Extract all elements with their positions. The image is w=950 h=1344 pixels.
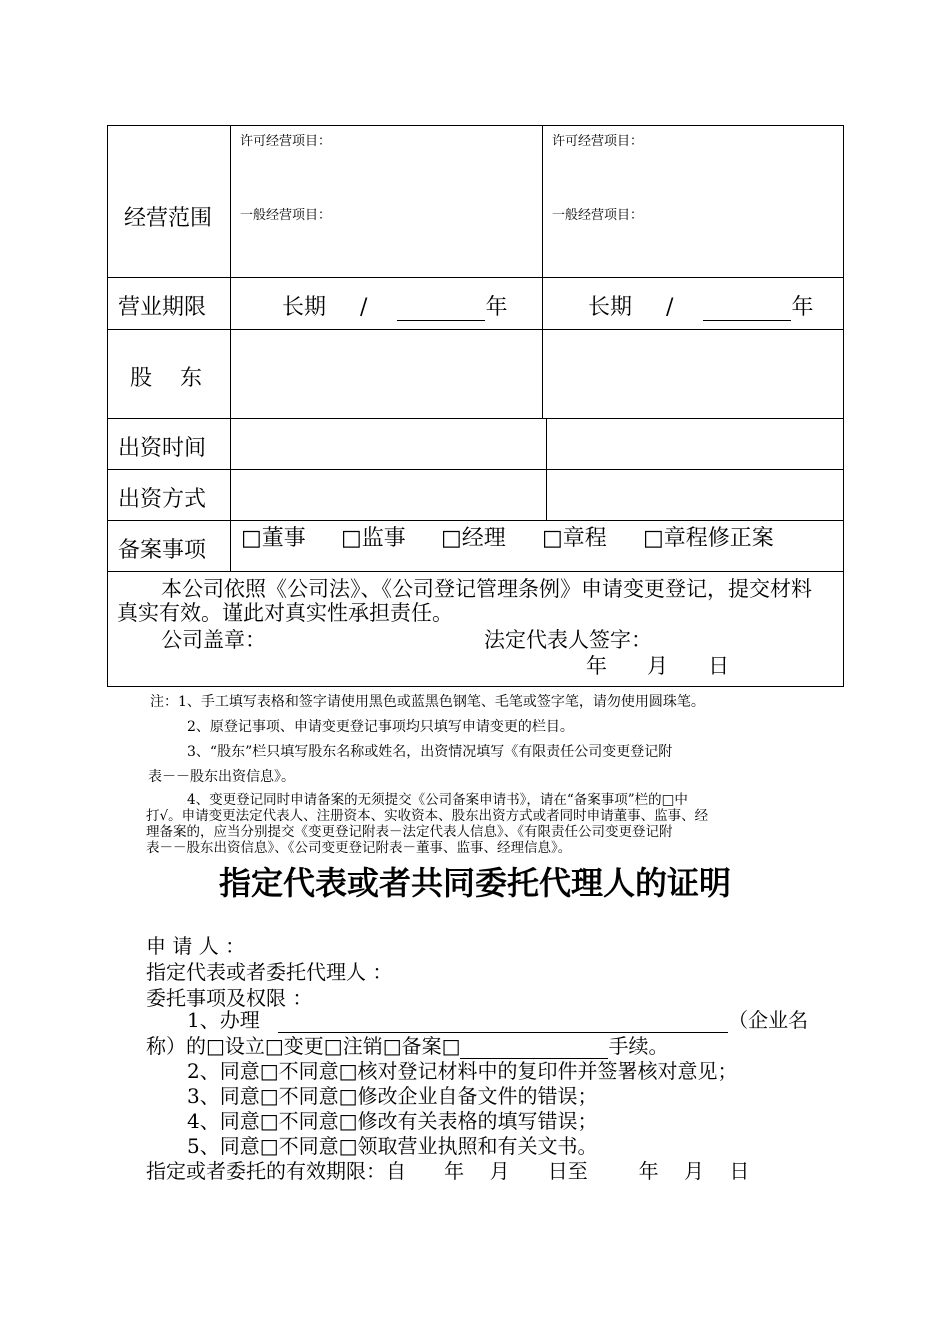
note-4-line-4: 表－－股东出资信息》、《公司变更登记附表－董事、监事、经理信息》。	[146, 840, 572, 856]
legal-rep-sign-label: 法定代表人签字：	[484, 628, 652, 652]
matters-label: 委托事项及权限 ：	[146, 986, 313, 1010]
item-1-suffix: （企业名	[728, 1008, 809, 1032]
applicant-label: 申 请 人 ：	[146, 934, 246, 958]
shareholder-label: 股 东	[130, 366, 202, 391]
item-1-cont-b: 手续。	[608, 1034, 669, 1058]
company-seal-label: 公司盖章：	[161, 628, 266, 652]
item-2: 2、同意□不同意□核对登记材料中的复印件并签署核对意见；	[187, 1059, 738, 1083]
filing-label: 备案事项	[118, 538, 207, 563]
filing-option-director[interactable]: □董事	[241, 526, 306, 551]
note-3-line-1: 3、“股东”栏只填写股东名称或姓名，出资情况填写《有限责任公司变更登记附	[187, 744, 673, 760]
note-4-line-3: 理备案的，应当分别提交《变更登记附表－法定代表人信息》、《有限责任公司变更登记附	[146, 824, 673, 840]
term-long-right: 长期	[588, 295, 633, 320]
validity-period: 指定或者委托的有效期限：自 年 月 日至 年 月 日	[146, 1159, 750, 1183]
filing-option-articles[interactable]: □章程	[542, 526, 607, 551]
term-right	[588, 290, 813, 321]
licensed-items-label-left: 许可经营项目：	[240, 134, 332, 149]
note-1: 注：1、手工填写表格和签字请使用黑色或蓝黑色钢笔、毛笔或签字笔，请勿使用圆珠笔。	[150, 694, 705, 710]
term-left	[282, 290, 507, 321]
item-1-cont-a: 称）的□设立□变更□注销□备案□	[146, 1034, 461, 1058]
term-year-blank-left[interactable]	[397, 300, 485, 321]
declaration-line-1: 本公司依照《公司法》、《公司登记管理条例》申请变更登记，提交材料	[161, 577, 812, 601]
filing-option-manager[interactable]: □经理	[441, 526, 506, 551]
term-slash-right: /	[666, 295, 674, 320]
term-year-left: 年	[485, 295, 508, 320]
licensed-items-label-right: 许可经营项目：	[552, 134, 644, 149]
contribution-time-label: 出资时间	[118, 436, 207, 461]
term-long-left: 长期	[282, 295, 327, 320]
contribution-method-label: 出资方式	[118, 487, 207, 512]
term-year-blank-right[interactable]	[703, 300, 791, 321]
filing-option-supervisor[interactable]: □监事	[341, 526, 406, 551]
proxy-title: 指定代表或者共同委托代理人的证明	[218, 864, 731, 902]
term-year-right: 年	[791, 295, 814, 320]
scope-label: 经营范围	[124, 206, 213, 231]
note-3-line-2: 表－－股东出资信息》。	[148, 769, 295, 785]
declaration-date: 年 月 日	[586, 654, 730, 678]
general-items-label-right: 一般经营项目：	[552, 208, 644, 223]
item-1	[187, 1004, 808, 1033]
note-4-line-2: 打√。申请变更法定代表人、注册资本、实收资本、股东出资方式或者同时申请董事、监事、经	[146, 808, 709, 824]
item-5: 5、同意□不同意□领取营业执照和有关文书。	[187, 1134, 598, 1158]
general-items-label-left: 一般经营项目：	[240, 208, 332, 223]
note-4-line-1: 4、变更登记同时申请备案的无须提交《公司备案申请书》，请在“备案事项”栏的□中	[187, 792, 688, 808]
term-slash-left: /	[360, 295, 368, 320]
item-4: 4、同意□不同意□修改有关表格的填写错误；	[187, 1109, 598, 1133]
agent-label: 指定代表或者委托代理人 ：	[146, 960, 393, 984]
item-1-prefix: 1、办理	[187, 1008, 260, 1032]
term-label: 营业期限	[118, 295, 207, 320]
note-2: 2、原登记事项、申请变更登记事项均只填写申请变更的栏目。	[187, 719, 574, 735]
item-3: 3、同意□不同意□修改企业自备文件的错误；	[187, 1084, 598, 1108]
declaration-line-2: 真实有效。谨此对真实性承担责任。	[117, 601, 453, 625]
filing-option-articles-amendment[interactable]: □章程修正案	[643, 526, 774, 551]
